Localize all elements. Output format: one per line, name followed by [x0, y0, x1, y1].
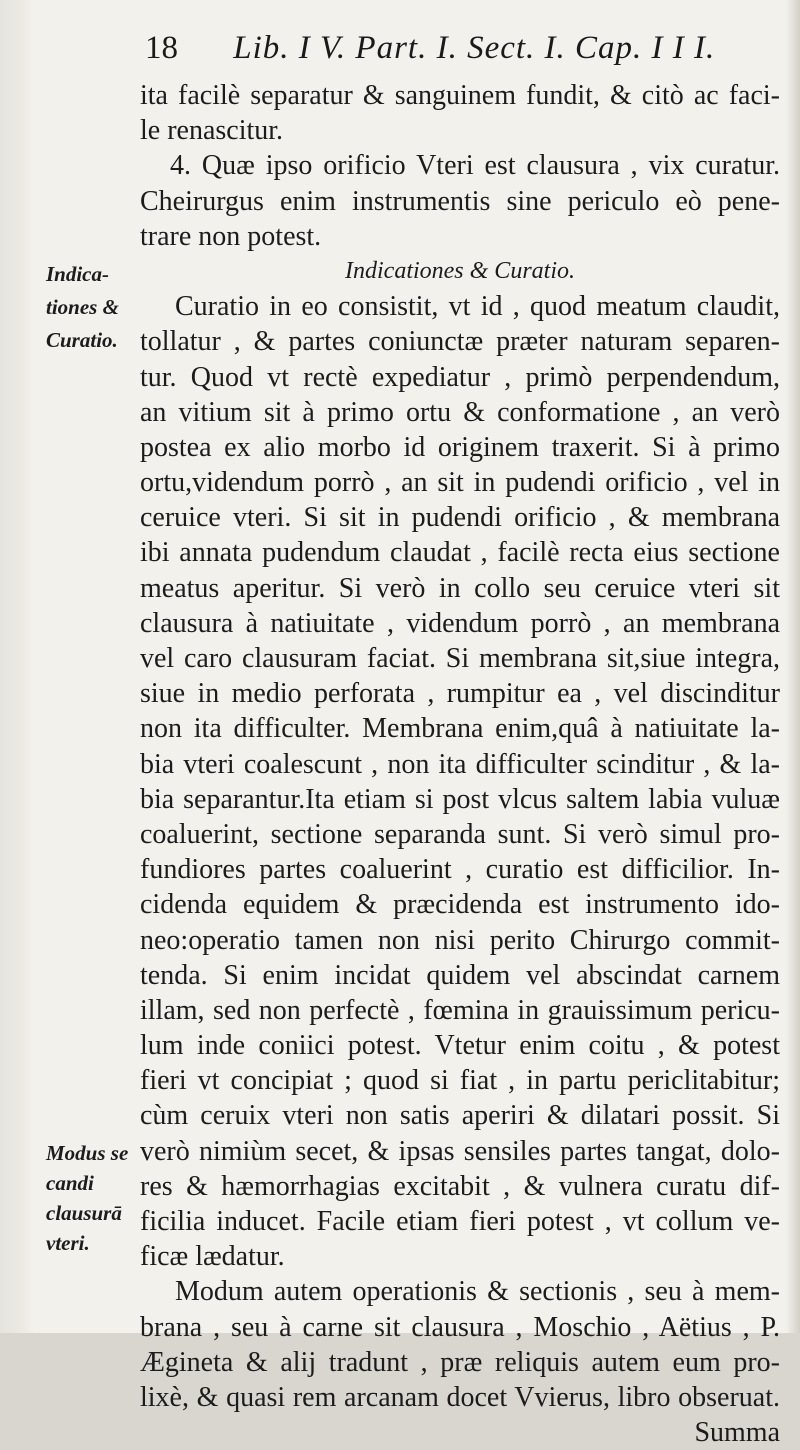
catchword: Summa: [694, 1417, 780, 1449]
margin-note-line: Modus se: [46, 1141, 129, 1165]
text-line: trare non potest.: [140, 220, 322, 252]
text-line: bia vteri coalescunt , non ita difficulter scinditur , & la-: [140, 748, 780, 780]
text-line: Ægineta & alij tradunt , præ reliquis autem eum pro-: [140, 1346, 780, 1378]
text-line: lum inde coniici potest. Vtetur enim coitu , & potest: [140, 1030, 780, 1062]
section-heading: Indicationes & Curatio.: [345, 257, 575, 284]
text-line: fundiores partes coaluerint , curatio est difficilior. In-: [140, 854, 780, 886]
text-line: ceruice vteri. Si sit in pudendi orificio , & membrana: [140, 502, 780, 534]
text-line: lixè, & quasi rem arcanam docet Vvierus, libro obseruat.: [140, 1381, 780, 1413]
margin-note-indications: [46, 258, 141, 357]
text-line: siue in medio perforata , rumpitur ea , vel discinditur: [140, 678, 780, 710]
text-line: meatus aperitur. Si verò in collo seu ceruice vteri sit: [140, 572, 780, 604]
margin-note-line: tiones &: [46, 295, 119, 319]
margin-note-line: candi: [46, 1171, 94, 1195]
text-line: neo:operatio tamen non nisi perito Chirurgo commit-: [140, 924, 780, 956]
margin-note-line: Indica-: [46, 262, 109, 286]
text-line: brana , seu à carne sit clausura , Moschio , Aëtius , P.: [140, 1311, 780, 1343]
text-line: tenda. Si enim incidat quidem vel abscindat carnem: [140, 959, 780, 991]
text-line: Modum autem operationis & sectionis , seu à mem-: [175, 1276, 780, 1308]
text-line: Curatio in eo consistit, vt id , quod meatum claudit,: [175, 291, 780, 323]
text-line: ficilia inducet. Facile etiam fieri potest , vt collum ve-: [140, 1206, 780, 1237]
text-line: cùm ceruix vteri non satis aperiri & dilatari possit. Si: [140, 1100, 780, 1132]
text-line: vel caro clausuram faciat. Si membrana sit,siue integra,: [140, 643, 780, 674]
margin-note-line: Curatio.: [46, 328, 118, 352]
body-text: [140, 78, 780, 1450]
running-header: [145, 30, 785, 74]
text-line: ita facilè separatur & sanguinem fundit, & citò ac faci-: [140, 80, 780, 111]
text-line: coaluerint, sectione separanda sunt. Si verò simul pro-: [140, 818, 780, 850]
text-line: illam, sed non perfectè , fœmina in grauissimum pericu-: [140, 994, 780, 1026]
page-gutter: [0, 0, 34, 1333]
running-title: Lib. I V. Part. I. Sect. I. Cap. I I I.: [233, 30, 716, 66]
text-line: res & hæmorrhagias excitabit , & vulnera curatu dif-: [140, 1170, 780, 1202]
margin-note-modus: [46, 1138, 141, 1258]
text-line: an vitium sit à primo ortu & conformatione , an verò: [140, 396, 780, 428]
page-number: 18: [145, 30, 178, 66]
page-edge: [786, 0, 800, 1333]
text-line: non ita difficulter. Membrana enim,quâ à natiuitate la-: [140, 713, 780, 745]
text-line: bia separantur.Ita etiam si post vlcus saltem labia vuluæ: [140, 783, 780, 815]
text-line: tollatur , & partes coniunctæ præter naturam separen-: [140, 326, 780, 358]
text-line: le renascitur.: [140, 115, 284, 147]
text-line: verò nimiùm secet, & ipsas sensiles partes tangat, dolo-: [140, 1135, 780, 1167]
text-line: ibi annata pudendum claudat , facilè recta eius sectione: [140, 537, 780, 569]
text-line: ortu,videndum porrò , an sit in pudendi orificio , vel in: [140, 467, 780, 499]
text-line: tur. Quod vt rectè expediatur , primò perpendendum,: [140, 361, 780, 393]
text-line: fieri vt concipiat ; quod si fiat , in partu periclitabitur;: [140, 1065, 780, 1097]
text-line: clausura à natiuitate , videndum porrò , an membrana: [140, 607, 780, 639]
margin-note-line: clausurā: [46, 1201, 122, 1225]
text-line: 4. Quæ ipso orificio Vteri est clausura , vix curatur.: [170, 150, 780, 182]
margin-note-line: vteri.: [46, 1231, 90, 1255]
text-line: postea ex alio morbo id originem traxerit. Si à primo: [140, 431, 780, 463]
text-line: cidenda equidem & præcidenda est instrumento ido-: [140, 889, 780, 921]
text-line: ficæ lædatur.: [140, 1241, 285, 1273]
text-line: Cheirurgus enim instrumentis sine periculo eò pene-: [140, 185, 780, 217]
